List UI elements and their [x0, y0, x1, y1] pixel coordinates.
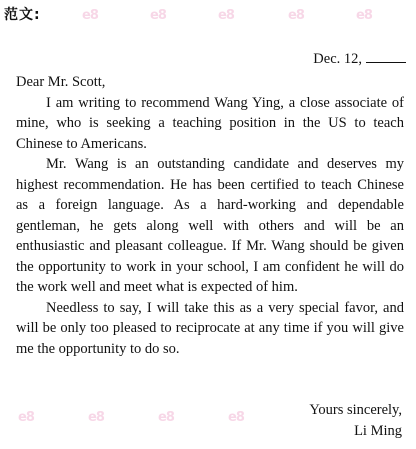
paragraph-2: Mr. Wang is an outstanding candidate and deserves my highest recommendation. He has been certified to teach Chinese as a foreign language. As a hard-working and dependable gentleman, he gets along well with others and will be an enthusiastic and pleasant colleague. If Mr. Wang should be given the opportunity to work in your school, I am confident he will do the work well and meet what is expected of him. [16, 156, 404, 295]
watermark-logo-icon: e8 [158, 410, 174, 425]
letter-closing [309, 400, 402, 441]
watermark-logo-icon: e8 [228, 410, 244, 425]
watermark-logo-icon: e8 [18, 410, 34, 425]
paragraph-3: Needless to say, I will take this as a very special favor, and will be only too pleased to reciprocate at any time if you will give me the opportunity to do so. [16, 299, 404, 357]
section-heading: 范文: [4, 7, 41, 23]
letter-greeting: Dear Mr. Scott, [16, 74, 106, 90]
date-text: Dec. 12, [313, 51, 362, 67]
letter-body [16, 72, 404, 359]
letter-date [313, 50, 406, 68]
signature: Li Ming [354, 422, 402, 439]
watermark-logo-icon: e8 [150, 8, 166, 23]
watermark-logo-icon: e8 [82, 8, 98, 23]
closing-phrase: Yours sincerely, [309, 402, 402, 418]
watermark-logo-icon: e8 [218, 8, 234, 23]
paragraph-1: I am writing to recommend Wang Ying, a close associate of mine, who is seeking a teaching position in the US to teach Chinese to Americans. [16, 94, 404, 152]
watermark-logo-icon: e8 [288, 8, 304, 23]
watermark-logo-icon: e8 [88, 410, 104, 425]
date-blank-line [366, 50, 406, 63]
watermark-logo-icon: e8 [356, 8, 372, 23]
